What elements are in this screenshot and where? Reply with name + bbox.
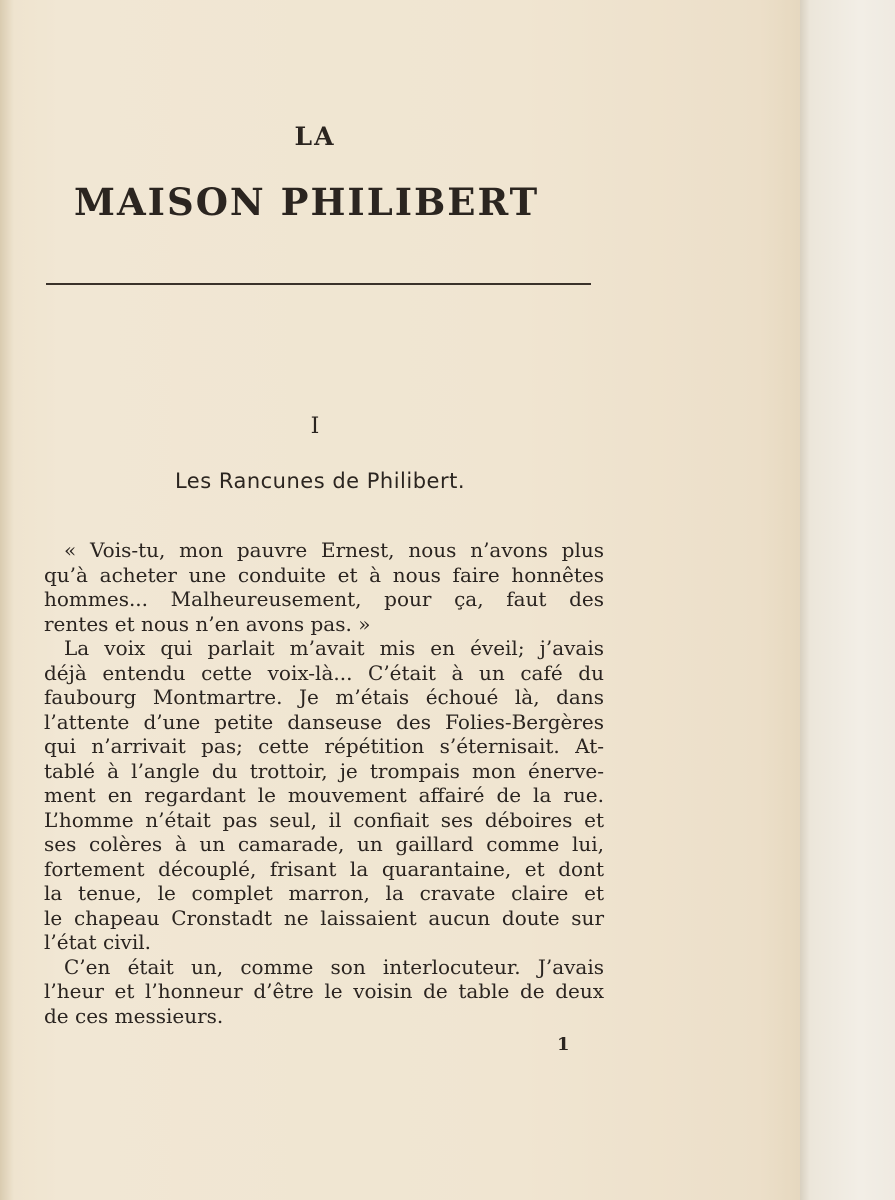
text-line: ses colères à un camarade, un gaillard comme lui, [44, 832, 604, 856]
chapter-number: I [310, 414, 320, 439]
text-line: le chapeau Cronstadt ne laissaient aucun doute sur [44, 905, 604, 930]
text-line: qui n’arrivait pas; cette répétition s’éternisait. At- [44, 734, 604, 758]
text-line: La voix qui parlait m’avait mis en éveil; j’avais [64, 636, 604, 660]
text-line: qu’à acheter une conduite et à nous faire honnêtes [44, 562, 604, 587]
text-line: L’homme n’était pas seul, il confiait ses déboires et [44, 807, 604, 832]
text-line: la tenue, le complet marron, la cravate claire et [44, 881, 604, 905]
title-divider [46, 283, 591, 285]
text-line: fortement découplé, frisant la quarantaine, et dont [44, 856, 604, 881]
text-line: « Vois-tu, mon pauvre Ernest, nous n’avons plus [64, 538, 604, 562]
body-text [44, 538, 604, 1028]
text-line: C’en était un, comme son interlocuteur. J’avais [64, 954, 604, 979]
title-article: LA [294, 122, 336, 151]
chapter-title: Les Rancunes de Philibert. [174, 469, 466, 493]
text-line: l’état civil. [44, 930, 151, 954]
text-line: déjà entendu cette voix-là... C’était à un café du [44, 660, 604, 685]
text-line: rentes et nous n’en avons pas. » [44, 611, 371, 636]
text-line: l’heur et l’honneur d’être le voisin de table de deux [44, 979, 604, 1003]
next-page-edge [800, 0, 895, 1200]
text-line: ment en regardant le mouvement affairé de la rue. [44, 783, 604, 807]
text-line: faubourg Montmartre. Je m’étais échoué là, dans [44, 685, 604, 709]
book-title: MAISON PHILIBERT [74, 180, 540, 224]
text-line: de ces messieurs. [44, 1003, 224, 1028]
text-line: l’attente d’une petite danseuse des Folies-Bergères [44, 709, 604, 734]
text-line: tablé à l’angle du trottoir, je trompais mon énerve- [44, 758, 604, 783]
text-line: hommes... Malheureusement, pour ça, faut des [44, 587, 604, 611]
page-number: 1 [557, 1034, 570, 1055]
